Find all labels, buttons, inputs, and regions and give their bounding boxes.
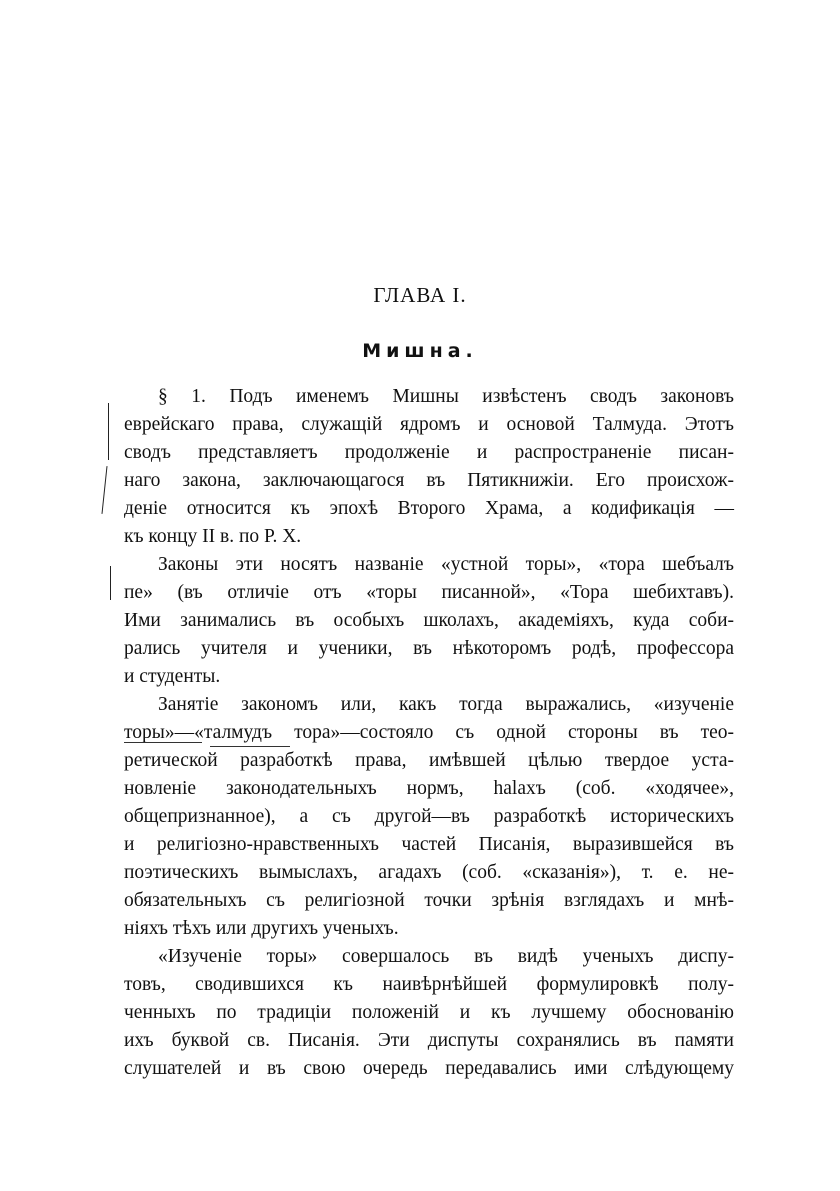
- chapter-heading: ГЛАВА I.: [373, 283, 467, 307]
- margin-pencil-mark: [101, 466, 107, 514]
- text-line: сводъ представляетъ продолженіе и распространеніе писан-: [124, 442, 734, 463]
- text-line: поэтическихъ вымыслахъ, агадахъ (соб. «сказанія»), т. е. не-: [124, 862, 734, 883]
- text-line: рались учителя и ученики, въ нѣкоторомъ родѣ, профессора: [124, 638, 734, 659]
- text-line: деніе относится къ эпохѣ Второго Храма, а кодификація —: [124, 498, 734, 519]
- text-line: еврейскаго права, служащій ядромъ и основой Талмуда. Этотъ: [124, 414, 734, 435]
- text-line: торы»—«талмудъ тора»—состояло съ одной стороны въ тео-: [124, 722, 734, 743]
- text-line: обязательныхъ съ религіозной точки зрѣнія взглядахъ и мнѣ-: [124, 890, 734, 911]
- text-line: ніяхъ тѣхъ или другихъ ученыхъ.: [124, 918, 399, 939]
- section-title: Мишна.: [362, 340, 478, 362]
- text-line: новленіе законодательныхъ нормъ, halaxъ (соб. «ходячее»,: [124, 778, 734, 799]
- text-line: слушателей и въ свою очередь передавались ими слѣдующему: [124, 1058, 734, 1079]
- margin-pencil-mark: [108, 403, 109, 460]
- text-line: ихъ буквой св. Писанія. Эти диспуты сохранялись въ памяти: [124, 1030, 734, 1051]
- text-line: пе» (въ отличіе отъ «торы писанной», «Тора шебихтавъ).: [124, 582, 734, 603]
- text-line: Ими занимались въ особыхъ школахъ, академіяхъ, куда соби-: [124, 610, 734, 631]
- text-line: наго закона, заключающагося въ Пятикнижіи. Его происхож-: [124, 470, 734, 491]
- text-line: Законы эти носятъ названіе «устной торы», «тора шебъалъ: [158, 554, 734, 575]
- text-line: и религіозно-нравственныхъ частей Писанія, выразившейся въ: [124, 834, 734, 855]
- pencil-underline: [210, 746, 290, 747]
- text-line: ченныхъ по традиціи положеній и къ лучшему обоснованію: [124, 1002, 734, 1023]
- text-line: Занятіе закономъ или, какъ тогда выражались, «изученіе: [158, 694, 734, 715]
- text-line: къ концу II в. по Р. Х.: [124, 526, 302, 547]
- text-line: товъ, сводившихся къ наивѣрнѣйшей формулировкѣ полу-: [124, 974, 734, 995]
- text-line: общепризнанное), а съ другой—въ разработкѣ историческихъ: [124, 806, 734, 827]
- text-line: ретической разработкѣ права, имѣвшей цѣлью твердое уста-: [124, 750, 734, 771]
- margin-pencil-mark: [110, 566, 111, 600]
- pencil-underline: [124, 742, 202, 743]
- text-line: «Изученіе торы» совершалось въ видѣ ученыхъ диспу-: [158, 946, 734, 967]
- text-line: и студенты.: [124, 666, 221, 687]
- text-line: § 1. Подъ именемъ Мишны извѣстенъ сводъ законовъ: [158, 386, 734, 407]
